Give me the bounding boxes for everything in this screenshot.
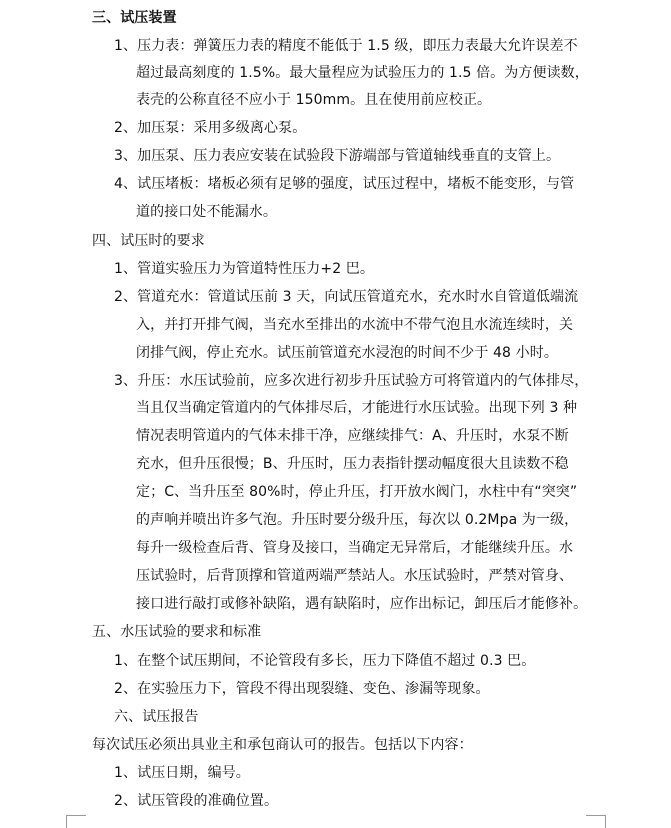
s6-item2: 2、试压管段的准确位置。 bbox=[114, 793, 279, 809]
s4-item3-line3: 情况表明管道内的气体未排干净，应继续排气：A、升压时，水泵不断 bbox=[136, 428, 569, 444]
s3-item1-line1: 1、压力表：弹簧压力表的精度不能低于 1.5 级，即压力表最大允许误差不 bbox=[114, 38, 578, 54]
s3-item1-line3: 表壳的公称直径不应小于 150mm。且在使用前应校正。 bbox=[136, 92, 492, 108]
section-6-heading: 六、试压报告 bbox=[114, 709, 199, 725]
s4-item3-line6: 的声响并喷出许多气泡。升压时要分级升压，每次以 0.2Mpa 为一级， bbox=[136, 512, 579, 528]
s3-item3: 3、加压泵、压力表应安装在试验段下游端部与管道轴线垂直的支管上。 bbox=[114, 148, 561, 164]
s4-item3-line4: 充水，但升压很慢；B、升压时，压力表指针摆动幅度很大且读数不稳 bbox=[136, 456, 569, 472]
s3-item4-line2: 道的接口处不能漏水。 bbox=[136, 204, 277, 220]
s6-item1: 1、试压日期，编号。 bbox=[114, 765, 250, 781]
section-4-heading: 四、试压时的要求 bbox=[92, 233, 205, 249]
s4-item3-line9: 接口进行敲打或修补缺陷，遇有缺陷时，应作出标记，卸压后才能修补。 bbox=[136, 596, 588, 612]
s4-item3-line1: 3、升压：水压试验前，应多次进行初步升压试验方可将管道内的气体排尽， bbox=[114, 373, 589, 389]
section-5-heading: 五、水压试验的要求和标准 bbox=[92, 624, 262, 640]
s4-item2-line3: 闭排气阀，停止充水。试压前管道充水浸泡的时间不少于 48 小时。 bbox=[136, 345, 558, 361]
s4-item3-line2: 当且仅当确定管道内的气体排尽后，才能进行水压试验。出现下列 3 种 bbox=[136, 400, 578, 416]
s4-item3-line5: 定；C、当升压至 80%时，停止升压，打开放水阀门，水柱中有“突突” bbox=[136, 484, 578, 500]
s5-item2: 2、在实验压力下，管段不得出现裂缝、变色、渗漏等现象。 bbox=[114, 681, 490, 697]
corner-mark-left-horizontal bbox=[66, 815, 86, 816]
section-3-heading: 三、试压装置 bbox=[92, 10, 177, 26]
corner-mark-right-horizontal bbox=[586, 815, 606, 816]
s3-item2: 2、加压泵：采用多级离心泵。 bbox=[114, 120, 307, 136]
s3-item1-line2: 超过最高刻度的 1.5%。最大量程应为试验压力的 1.5 倍。为方便读数， bbox=[136, 65, 589, 81]
s4-item2-line2: 入，并打开排气阀，当充水至排出的水流中不带气泡且水流连续时，关 bbox=[136, 317, 574, 333]
corner-mark-left-vertical bbox=[66, 815, 67, 828]
s5-item1: 1、在整个试压期间，不论管段有多长，压力下降值不超过 0.3 巴。 bbox=[114, 653, 536, 669]
s4-item1: 1、管道实验压力为管道特性压力+2 巴。 bbox=[114, 261, 374, 277]
s4-item3-line8: 压试验时，后背顶撑和管道两端严禁站人。水压试验时，严禁对管身、 bbox=[136, 568, 574, 584]
s6-intro: 每次试压必须出具业主和承包商认可的报告。包括以下内容： bbox=[92, 737, 473, 753]
s3-item4-line1: 4、试压堵板：堵板必须有足够的强度，试压过程中，堵板不能变形，与管 bbox=[114, 176, 575, 192]
s4-item3-line7: 每升一级检查后背、管身及接口，当确定无异常后，才能继续升压。水 bbox=[136, 540, 574, 556]
corner-mark-right-vertical bbox=[605, 815, 606, 828]
s4-item2-line1: 2、管道充水：管道试压前 3 天，向试压管道充水，充水时水自管道低端流 bbox=[114, 289, 579, 305]
